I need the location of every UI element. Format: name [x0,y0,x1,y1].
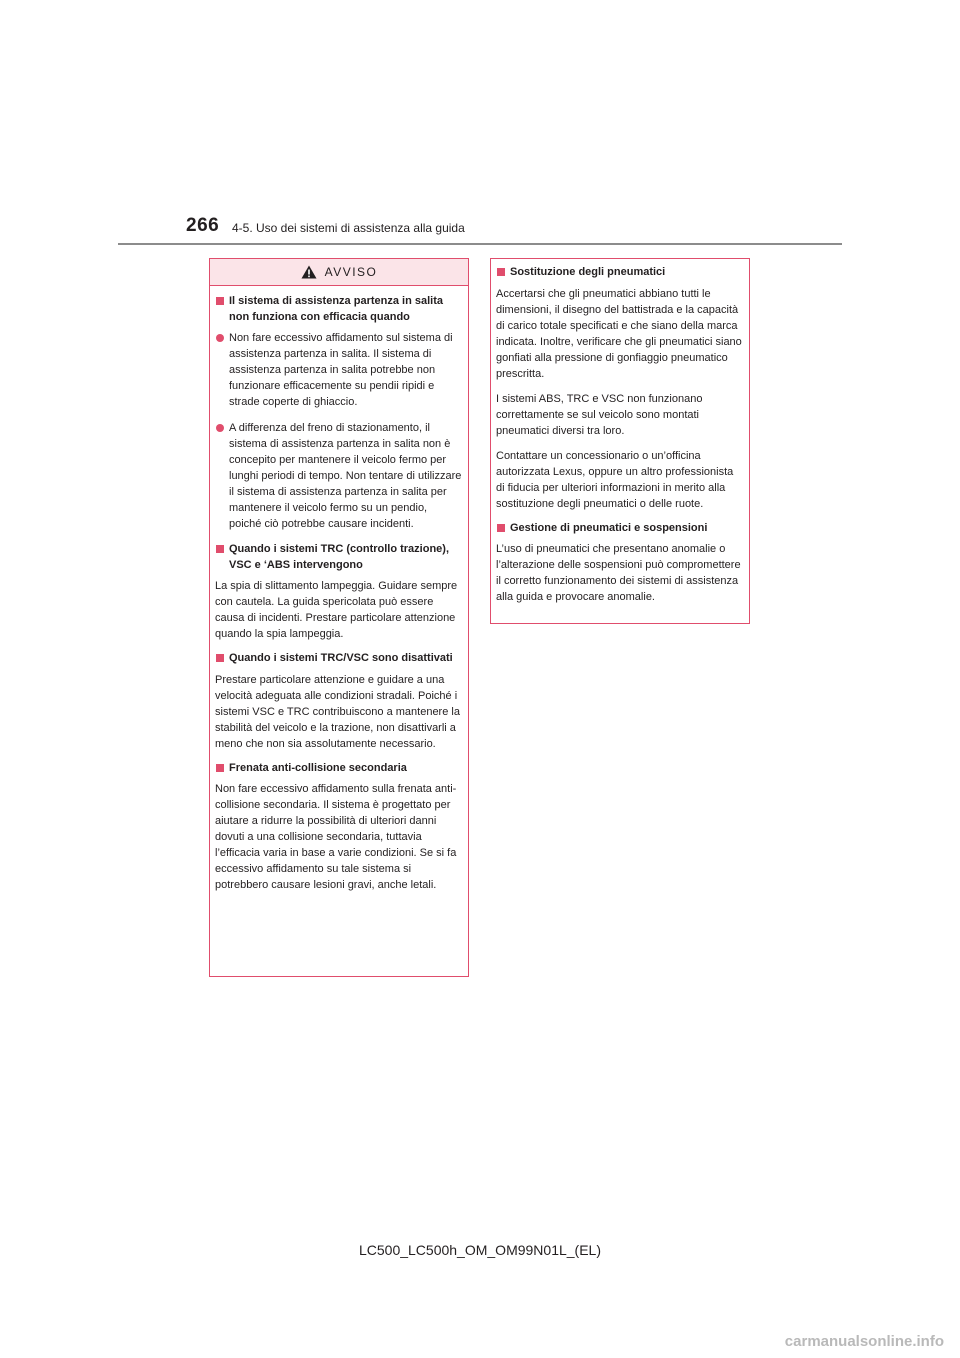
square-bullet-icon [216,297,224,305]
bullet-item [215,330,462,410]
watermark: carmanualsonline.info [784,1333,944,1350]
bullet-text: Non fare eccessivo affidamento sul sistema di assistenza partenza in salita. Il sistema di assistenza partenza in salita potrebbe non funzionare efficacemente su pendii ripidi e strade coperte di ghiaccio. [229,332,453,408]
square-bullet-icon [216,764,224,772]
info-box [490,258,750,624]
paragraph: Accertarsi che gli pneumatici abbiano tutti le dimensioni, il disegno del battistrada e la capacità di carico totale specificati e che siano della marca indicata. Inoltre, verificare che gli pneumatici siano gonfiati alla pressione di gonfiaggio pneumatico prescritta. [496,287,742,380]
square-bullet-icon [497,524,505,532]
heading-text: Sostituzione degli pneumatici [510,266,666,278]
warning-header [210,259,468,286]
paragraph: I sistemi ABS, TRC e VSC non funzionano correttamente se sul veicolo sono montati pneumatici diversi tra loro. [496,392,703,437]
heading-text: Gestione di pneumatici e sospensioni [510,521,708,534]
bullet-item [215,420,462,532]
section-heading [215,542,462,573]
bullet-text: A differenza del freno di stazionamento, il sistema di assistenza partenza in salita non è concepito per mantenere il veicolo fermo per lunghi periodi di tempo. Non tentare di utilizzare il sistema di assistenza partenza in salita per mantenere il veicolo fermo su un pendio, poiché ciò potrebbe causare incidenti. [229,422,462,530]
paragraph: Prestare particolare attenzione e guidare a una velocità adeguata alle condizioni stradali. Poiché i sistemi VSC e TRC contribuiscono a mantenere la stabilità del veicolo e la trazione, non disattivarli a meno che non sia assolutamente necessario. [215,673,460,750]
paragraph: L’uso di pneumatici che presentano anomalie o l’alterazione delle sospensioni può compromettere il corretto funzionamento dei sistemi di assistenza alla guida e provocare anomalie. [496,543,741,603]
square-bullet-icon [216,654,224,662]
circle-bullet-icon [216,334,224,342]
section-heading [496,521,743,537]
square-bullet-icon [216,545,224,553]
circle-bullet-icon [216,424,224,432]
warning-triangle-icon [301,265,317,279]
heading-text: Quando i sistemi TRC/VSC sono disattivati [229,652,453,664]
heading-text: Frenata anti-collisione secondaria [229,761,407,774]
paragraph: Contattare un concessionario o un’officina autorizzata Lexus, oppure un altro professionista di fiducia per ulteriori informazioni in merito alla sostituzione degli pneumatici o delle ruote. [496,449,734,510]
paragraph: Non fare eccessivo affidamento sulla frenata anti-collisione secondaria. Il sistema è progettato per aiutare a ridurre la possibilità di ulteriori danni dovuti a una collisione secondaria, tuttavia l’efficacia varia in base a varie condizioni. Se si fa eccessivo affidamento su tale sistema si potrebbero causare lesioni gravi, anche letali. [215,783,457,891]
heading-text: Quando i sistemi TRC (controllo trazione), VSC e ‘ABS intervengono [229,543,450,571]
square-bullet-icon [497,268,505,276]
warning-title: AVVISO [324,265,378,279]
section-heading [215,761,462,777]
section-title: 4-5. Uso dei sistemi di assistenza alla guida [232,221,465,235]
header-rule [118,243,842,245]
warning-box [209,258,469,977]
page-number: 266 [186,215,220,236]
section-heading [496,265,743,281]
document-code: LC500_LC500h_OM_OM99N01L_(EL) [358,1242,602,1258]
paragraph: La spia di slittamento lampeggia. Guidare sempre con cautela. La guida spericolata può essere causa di incidenti. Prestare particolare attenzione quando la spia lampeggia. [215,580,458,640]
section-heading [215,294,462,325]
heading-text: Il sistema di assistenza partenza in salita non funziona con efficacia quando [229,295,443,323]
section-heading [215,651,462,667]
